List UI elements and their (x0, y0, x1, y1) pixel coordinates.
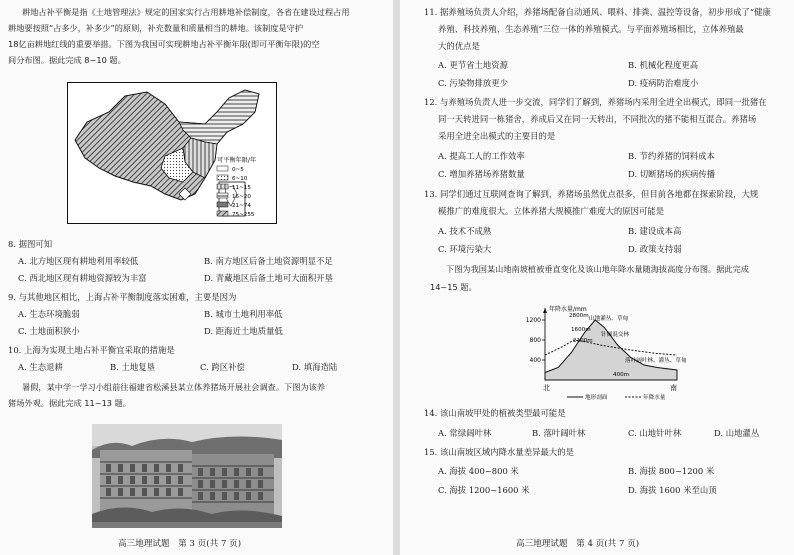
q12-option-c[interactable]: C. 增加养猪场养猪数量 (438, 169, 525, 179)
question-11-stem: 大的优点是 (438, 41, 480, 51)
vegetation-label: 落叶阔叶林、灌丛、草甸 (625, 358, 687, 364)
q14-option-a[interactable]: A. 常绿阔叶林 (438, 428, 492, 438)
question-12-stem: 12. 与养殖场负责人进一步交流，同学们了解到，养猪场内采用全进全出模式，即同一批猪在 (424, 97, 767, 107)
q14-option-c[interactable]: C. 山地针叶林 (628, 428, 682, 438)
question-12-stem: 采用全进全出模式的主要目的是 (438, 131, 556, 141)
question-11-stem: 养殖、科技养殖、生态养殖”三位一体的养殖模式。与平面养殖场相比，立体养殖最 (438, 24, 744, 34)
map-legend-item: 6~10 (232, 176, 248, 182)
question-12-stem: 同一天转进同一栋猪舍，养成后又在同一天转出，不同批次的猪不能相互混合。养猪场 (438, 114, 757, 124)
elevation-label: 2100m (573, 338, 593, 344)
question-13-stem: 模推广的难度很大。立体养猪大规模推广难度大的原因可能是 (438, 206, 665, 216)
intro-paragraph-line: 耕地占补平衡是指《土地管理法》规定的国家实行占用耕地补偿制度，各省在建设过程占用 (22, 7, 350, 17)
y-tick-label: 800 (529, 337, 541, 344)
question-8-stem: 8. 据图可知 (8, 239, 53, 249)
q13-option-c[interactable]: C. 环境污染大 (438, 244, 492, 254)
q10-option-b[interactable]: B. 土地复垦 (110, 362, 155, 372)
pig-farm-photo (92, 424, 282, 528)
map-legend-item: 21~74 (232, 203, 251, 209)
exam-page-3 (0, 0, 393, 555)
page-footer: 高三地理试题 第 4 页(共 7 页) (516, 539, 640, 549)
intro-paragraph-line: 下图为我国某山地南坡植被垂直变化及该山地年降水量随海拔高度分布图。据此完成 (446, 264, 749, 274)
q9-option-c[interactable]: C. 土地面积狭小 (18, 326, 80, 336)
q9-option-a[interactable]: A. 生态环境脆弱 (18, 309, 80, 319)
question-13-stem: 13. 同学们通过互联网查询了解到，养猪场虽然优点很多，但目前各地都在探索阶段，大规 (424, 189, 759, 199)
q13-option-b[interactable]: B. 建设成本高 (628, 226, 682, 236)
page-gutter (393, 0, 400, 555)
intro-paragraph-line: 暑假，某中学一学习小组前往福建省松溪县某立体养猪场开展社会调查。下图为该养 (22, 382, 325, 392)
x-axis-right-label: 南 (670, 384, 677, 392)
q11-option-d[interactable]: D. 疫病防治难度小 (628, 78, 699, 88)
q13-option-d[interactable]: D. 政策支持弱 (628, 244, 682, 254)
q15-option-a[interactable]: A. 海拔 400~800 米 (438, 466, 519, 476)
q15-option-d[interactable]: D. 海拔 1600 米至山顶 (628, 485, 717, 495)
map-legend-item: 16~20 (232, 194, 251, 200)
vegetation-label: 针阔混交林 (601, 332, 629, 338)
intro-paragraph-line: 猪场外观。据此完成 11~13 题。 (8, 398, 131, 408)
intro-paragraph-line: 18亿亩耕地红线的重要举措。下图为我国可实现耕地占补平衡年限(即可平衡年限)的空 (8, 39, 320, 49)
q8-option-d[interactable]: D. 青藏地区后备土地可大面积开垦 (204, 273, 333, 283)
question-11-stem: 11. 据养殖场负责人介绍，养猪场配备自动通风、喂料、排粪、温控等设备，初步形成了“健康 (424, 7, 771, 17)
legend-terrain: 地形剖面 (585, 395, 608, 401)
map-legend-item: 75~255 (232, 212, 255, 218)
q11-option-a[interactable]: A. 更节省土地资源 (438, 60, 508, 70)
intro-paragraph-line: 耕地要按照“占多少，补多少”的原则，补充数量和质量相当的耕地。该制度是守护 (8, 23, 304, 33)
q10-option-d[interactable]: D. 填海造陆 (292, 362, 338, 372)
elevation-label: 400m (613, 372, 630, 378)
q9-option-d[interactable]: D. 距海近土地质量低 (204, 326, 283, 336)
map-legend-title: 可平衡年限/年 (217, 157, 257, 164)
q8-option-c[interactable]: C. 西北地区现有耕地资源较为丰富 (18, 273, 147, 283)
vegetation-label: 山地灌丛、草甸 (589, 316, 629, 322)
q13-option-a[interactable]: A. 技术不成熟 (438, 226, 492, 236)
y-axis-label: 年降水量/mm (549, 306, 587, 313)
map-legend-item: 11~15 (232, 185, 251, 191)
q8-option-b[interactable]: B. 南方地区后备土地资源明显不足 (204, 256, 333, 266)
question-10-stem: 10. 上海为实现土地占补平衡宜采取的措施是 (8, 345, 175, 355)
intro-paragraph-line: 14~15 题。 (430, 282, 477, 292)
q11-option-b[interactable]: B. 机械化程度更高 (628, 60, 699, 70)
terrain-profile (545, 320, 677, 380)
elevation-label: 1600m (571, 327, 591, 333)
y-axis-arrow (543, 308, 547, 313)
q10-option-a[interactable]: A. 生态退耕 (18, 362, 63, 372)
y-tick-label: 1200 (525, 317, 541, 324)
question-14-stem: 14. 该山南坡甲处的植被类型最可能是 (424, 408, 566, 418)
q9-option-b[interactable]: B. 城市土地利用率低 (204, 309, 283, 319)
q12-option-d[interactable]: D. 切断猪场的疾病传播 (628, 169, 716, 179)
q11-option-c[interactable]: C. 污染物排放更少 (438, 78, 509, 88)
question-15-stem: 15. 该山南坡区域内降水量差异最大的是 (424, 447, 574, 457)
y-tick-label: 400 (529, 357, 541, 364)
intro-paragraph-line: 间分布图。据此完成 8~10 题。 (8, 55, 126, 65)
q15-option-b[interactable]: B. 海拔 800~1200 米 (628, 466, 715, 476)
q15-option-c[interactable]: C. 海拔 1200~1600 米 (438, 485, 530, 495)
q12-option-b[interactable]: B. 节约养猪的饲料成本 (628, 151, 715, 161)
q14-option-b[interactable]: B. 落叶阔叶林 (532, 428, 586, 438)
exam-page-4 (400, 0, 794, 555)
map-legend-item: 0~5 (232, 167, 244, 173)
q10-option-c[interactable]: C. 跨区补偿 (200, 362, 245, 372)
q12-option-a[interactable]: A. 提高工人的工作效率 (438, 151, 525, 161)
elevation-label: 2800m (569, 313, 589, 319)
legend-precipitation: 年降水量 (643, 395, 666, 401)
x-axis-left-label: 北 (543, 384, 550, 392)
question-9-stem: 9. 与其他地区相比，上海占补平衡制度落实困难，主要是因为 (8, 292, 237, 302)
mountain-precipitation-chart (517, 302, 697, 402)
china-map-figure (67, 82, 277, 224)
q14-option-d[interactable]: D. 山地灌丛 (714, 428, 760, 438)
q8-option-a[interactable]: A. 北方地区现有耕地利用率较低 (18, 256, 139, 266)
page-footer: 高三地理试题 第 3 页(共 7 页) (118, 539, 242, 549)
